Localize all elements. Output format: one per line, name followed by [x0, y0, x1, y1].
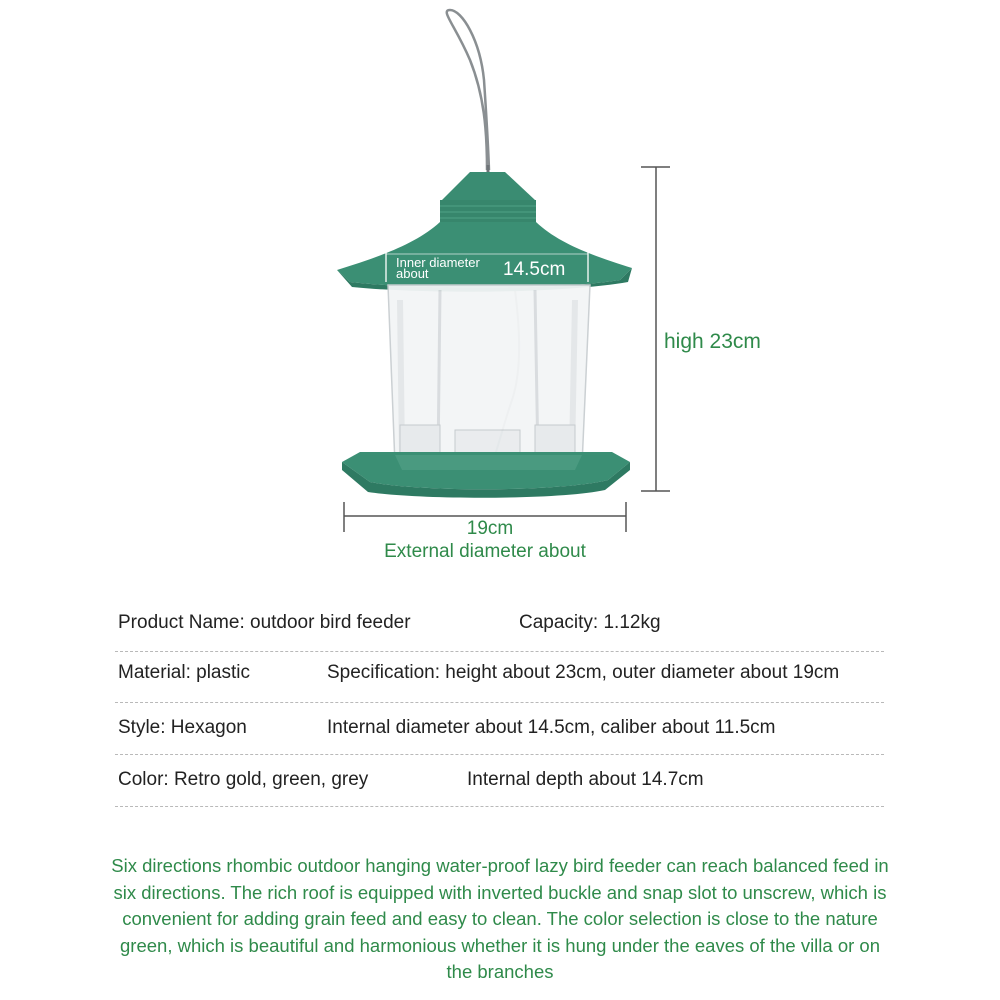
height-label: high 23cm	[664, 330, 761, 353]
spec-row	[118, 612, 884, 642]
divider	[115, 651, 884, 652]
spec-left: Style: Hexagon	[118, 717, 247, 738]
product-description: Six directions rhombic outdoor hanging water-proof lazy bird feeder can reach balanced feed in six directions. The rich roof is equipped with inverted buckle and snap slot to unscrew, which is convenient for adding grain feed and easy to clean. The color selection is close to the nature green, which is beautiful and harmonious whether it is hung under the eaves of the villa or on the branches	[111, 855, 889, 982]
divider	[115, 702, 884, 703]
spec-left: Product Name: outdoor bird feeder	[118, 612, 411, 633]
inner-diameter-label: Inner diameter about	[396, 255, 480, 281]
spec-left: Color: Retro gold, green, grey	[118, 769, 369, 790]
roof-cap	[442, 172, 535, 200]
divider	[115, 806, 884, 807]
spec-right: Internal diameter about 14.5cm, caliber about 11.5cm	[327, 717, 776, 738]
spec-left: Material: plastic	[118, 662, 250, 683]
spec-right: Internal depth about 14.7cm	[467, 769, 704, 790]
external-diameter-caption: External diameter about	[384, 541, 586, 562]
external-diameter-value: 19cm	[466, 518, 514, 539]
inner-diameter-value: 14.5cm	[503, 259, 566, 280]
spec-right: Capacity: 1.12kg	[519, 612, 661, 633]
spec-row	[118, 662, 884, 692]
spec-right: Specification: height about 23cm, outer diameter about 19cm	[327, 662, 840, 683]
spec-row	[118, 769, 884, 799]
hanging-wire	[447, 10, 489, 170]
divider	[115, 754, 884, 755]
feeder-body	[388, 285, 590, 465]
spec-row	[118, 717, 884, 747]
